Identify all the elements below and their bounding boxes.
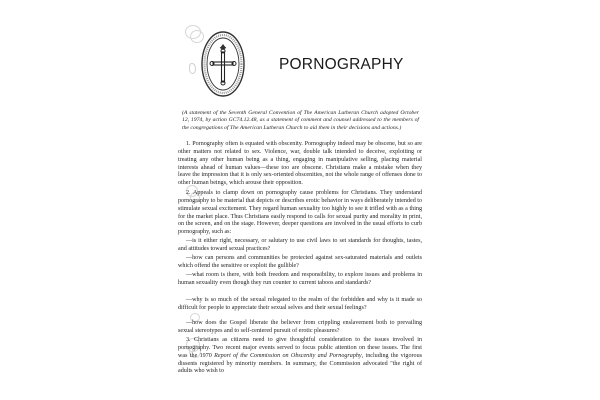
pencil-mark xyxy=(189,63,196,74)
question-text: —is it either right, necessary, or salutary to use civil laws to set standards for thoughts, tastes, and attitudes toward sexual practices? xyxy=(178,238,422,252)
question-2 xyxy=(178,255,422,271)
question-text: —what room is there, with both freedom and responsibility, to explore issues and problems in human sexuality even though they run counter to current taboos and standards? xyxy=(178,272,422,286)
paragraph-text: 1. Pornography often is equated with obscenity. Pornography indeed may be obscene, but so are other matters not related to sex. Violence, war, double talk intended to deceive, exploiting or treating any other human being as a thing, engaging in manipulative selling, placing material interests ahead of human values—these too are obscene. Christians make a mistake when they leave the impression that it is only sex-oriented obscenities, not the whole range of offenses done to other human beings, which arouse their opposition. xyxy=(178,141,422,187)
paragraph-3 xyxy=(178,337,422,376)
question-text: —how can persons and communities be protected against sex-saturated materials and outlets which offend the sensitive or exploit the gullible? xyxy=(178,255,422,269)
report-title: Report of the Commission on Obscenity and Pornography xyxy=(214,352,362,359)
intro-statement xyxy=(182,110,419,132)
question-5 xyxy=(178,320,422,336)
paragraph-text-start: 3. Christians as citizens need to give thoughtful consideration to the issues involved in pornography. Two recent major events served to focus public attention on these issues. The first was the 1970 xyxy=(178,337,422,359)
question-text: —how does the Gospel liberate the believer from crippling enslavement both to prevailing sexual stereotypes and to self-centered pursuit of erotic pleasures? xyxy=(178,320,422,334)
paragraph-text-end: , including the vigorous dissents registered by minority members. In summary, the Commission advocated "the right of adults who wish to xyxy=(178,352,423,375)
question-3 xyxy=(178,272,422,288)
paragraph-1 xyxy=(178,141,422,188)
question-text: —why is so much of the sexual relegated to the realm of the forbidden and why is it made so difficult for people to appreciate their sexual selves and their sexual feelings? xyxy=(178,297,422,311)
paragraph-text xyxy=(178,337,422,376)
seal-cross-icon xyxy=(200,30,246,98)
paragraph-text: 2. Appeals to clamp down on pornography cause problems for Christians. They understand pornography to be material that depicts or describes erotic behavior in ways deliberately intended to stimulate sexual excitement. They regard human sexuality too highly to see it trifled with as a thing for the market place. Thus Christians easily respond to calls for sexual purity and morality in print, on the screen, and on the stage. However, deeper questions are involved in the usual efforts to curb pornography, such as: xyxy=(178,190,423,236)
paragraph-2 xyxy=(178,190,422,237)
question-1 xyxy=(178,238,422,254)
question-4 xyxy=(178,297,422,313)
page-title: PORNOGRAPHY xyxy=(279,56,404,73)
intro-text: (A statement of the Seventh General Convention of The American Lutheran Church adopted October 12, 1974, by action GC74.12.48, as a statement of comment and counsel addressed to the members of the congregations of The American Lutheran Church to aid them in their decisions and actions.) xyxy=(182,110,419,131)
